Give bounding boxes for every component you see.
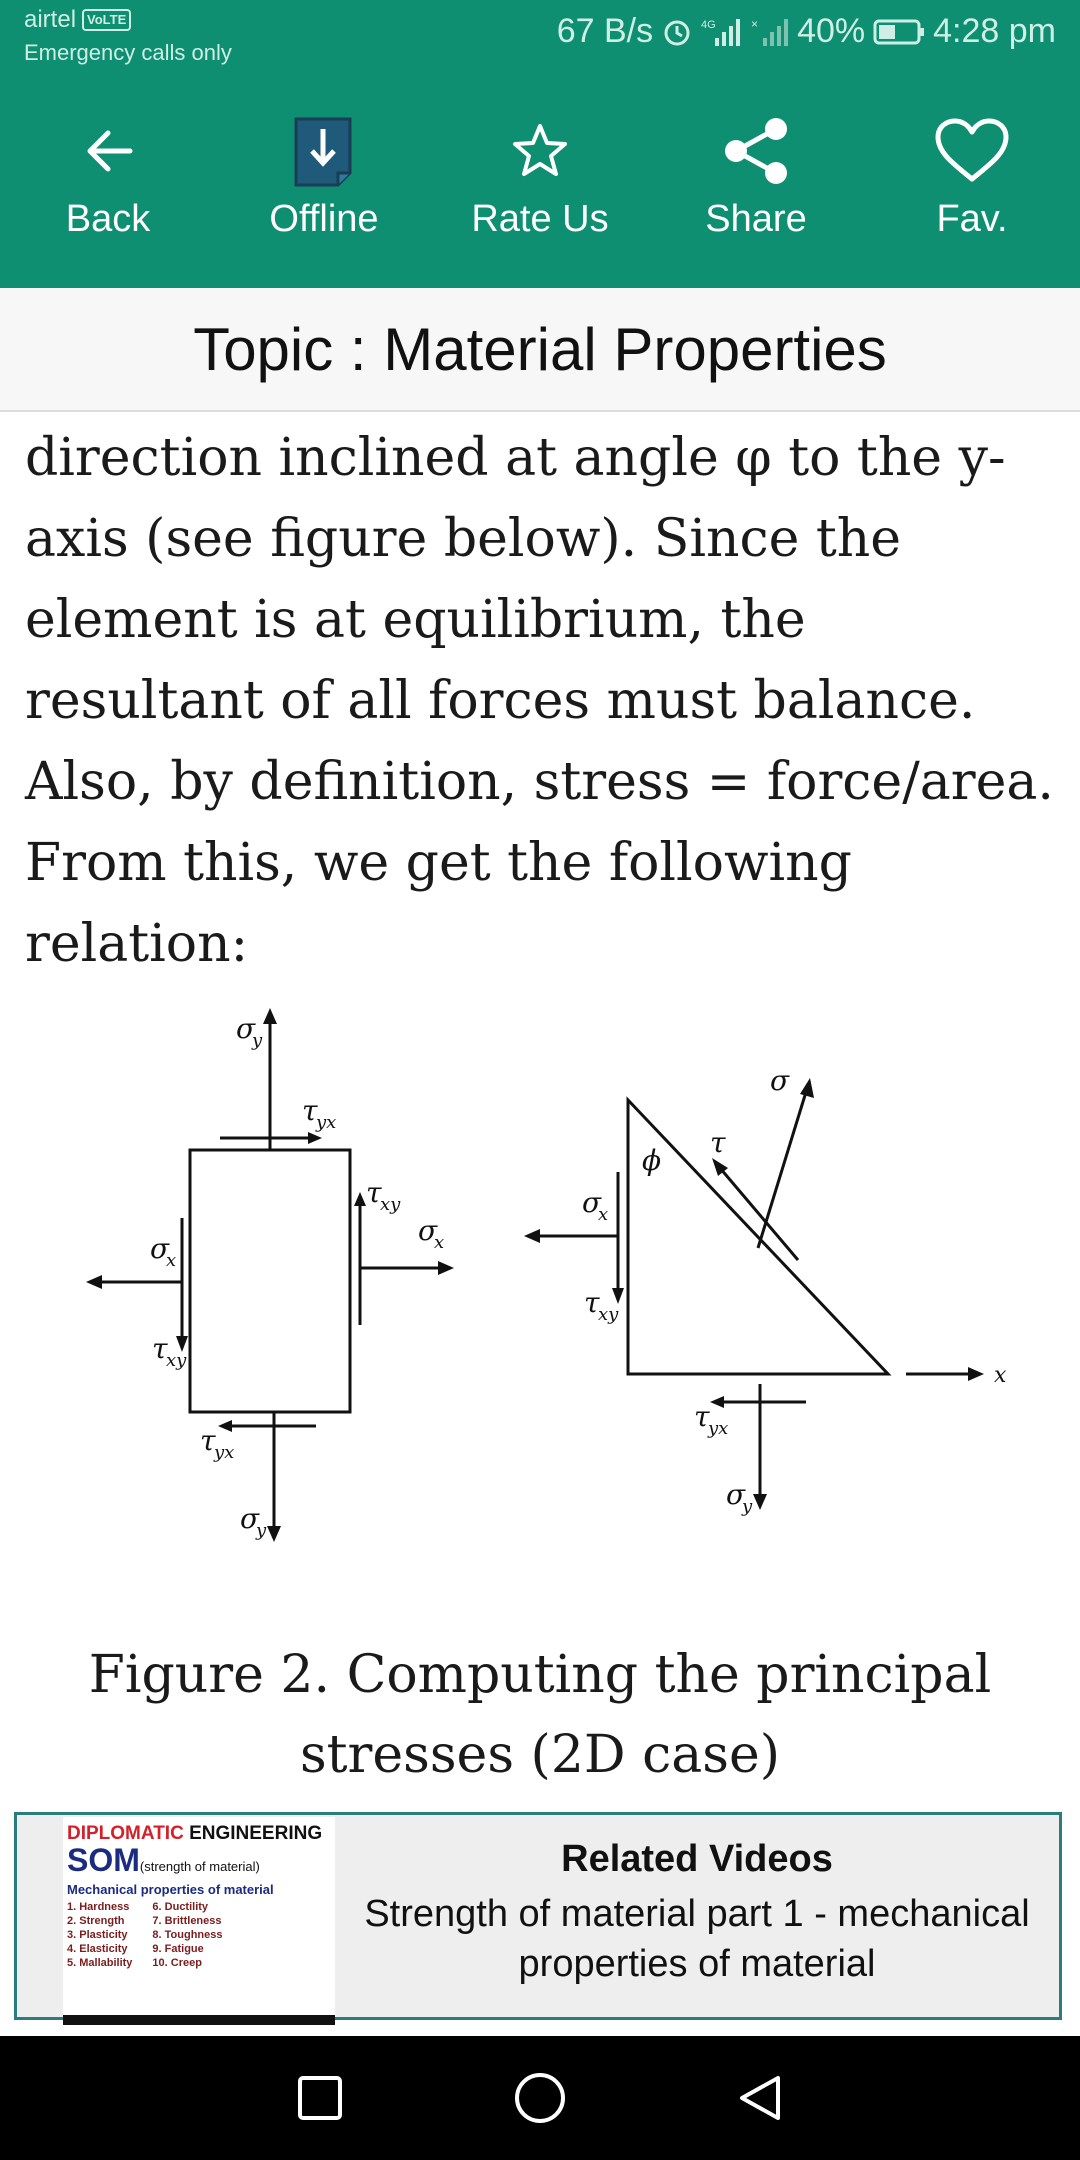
sigma-y-top-symbol: σ — [236, 1012, 256, 1045]
carrier-info — [24, 6, 131, 34]
body-paragraph: direction inclined at angle φ to the y-axis (see figure below). Since the element is at equilibrium, the resultant of all forces must balance. Also, by definition, stress = force/area. From this, we get the following relation: — [25, 428, 1054, 974]
topic-header — [0, 288, 1080, 412]
stress-element-triangle — [628, 1100, 888, 1374]
sigma-y-bottom-symbol: σ — [240, 1502, 260, 1535]
back-label: Back — [65, 198, 151, 240]
sigma-x-right-sub: x — [434, 1232, 445, 1253]
tau-yx-tri-symbol: τ — [694, 1400, 710, 1433]
tau-xy-left-sub: xy — [166, 1350, 187, 1371]
sigma-y-tri-sub: y — [742, 1496, 753, 1517]
thumb-list-item: 3. Plasticity — [67, 1929, 128, 1941]
triangle-back-icon — [734, 2072, 786, 2124]
carrier-name: airtel — [24, 6, 77, 33]
sigma-x-tri-sub: x — [598, 1204, 609, 1225]
status-bar — [0, 0, 1080, 72]
square-icon — [296, 2074, 344, 2122]
thumb-som: SOM — [67, 1842, 140, 1878]
share-label: Share — [705, 198, 807, 240]
related-description[interactable]: Strength of material part 1 - mechanical properties of material — [364, 1892, 1030, 1985]
recents-button[interactable] — [285, 2063, 355, 2133]
action-toolbar — [0, 72, 1080, 288]
tau-yx-top-sub: yx — [316, 1112, 337, 1133]
sigma-normal-symbol: σ — [770, 1064, 790, 1097]
thumb-list-left — [67, 1900, 132, 1970]
thumb-list-item: 9. Fatigue — [152, 1943, 204, 1955]
tau-yx-bottom-sub: yx — [214, 1442, 235, 1463]
sigma-x-left-sub: x — [166, 1250, 177, 1271]
tau-xy-right-symbol: τ — [366, 1176, 382, 1209]
sigma-x-left-symbol: σ — [150, 1232, 170, 1265]
tau-yx-tri-sub: yx — [708, 1418, 729, 1439]
thumb-list-item: 6. Ductility — [152, 1901, 209, 1913]
circle-icon — [512, 2070, 568, 2126]
sigma-y-tri-symbol: σ — [726, 1478, 746, 1511]
home-button[interactable] — [505, 2063, 575, 2133]
star-icon — [510, 116, 570, 186]
heart-icon — [934, 116, 1010, 186]
sigma-y-bottom-sub: y — [256, 1520, 267, 1541]
status-right — [557, 12, 1056, 51]
tau-xy-tri-symbol: τ — [584, 1286, 600, 1319]
signal-weak-icon — [751, 16, 789, 48]
thumb-list-item: 7. Brittleness — [152, 1915, 222, 1927]
system-nav-bar — [0, 2036, 1080, 2160]
download-doc-icon — [292, 116, 356, 186]
topic-title: Topic : Material Properties — [193, 315, 887, 383]
back-arrow-icon — [80, 116, 136, 186]
rate-us-button[interactable] — [432, 72, 648, 288]
favorite-button[interactable] — [864, 72, 1080, 288]
tau-xy-right-sub: xy — [380, 1194, 401, 1215]
rate-us-label: Rate Us — [471, 198, 609, 240]
sigma-y-top-sub: y — [252, 1030, 263, 1051]
back-nav-button[interactable] — [725, 2063, 795, 2133]
tau-hypotenuse-symbol: τ — [710, 1126, 726, 1159]
thumb-subtitle: Mechanical properties of material — [67, 1882, 274, 1897]
thumb-brand-a: DIPLOMATIC — [67, 1823, 184, 1844]
thumb-list-item: 1. Hardness — [67, 1901, 130, 1913]
thumb-list-item: 4. Elasticity — [67, 1943, 128, 1955]
sigma-x-right-symbol: σ — [418, 1214, 438, 1247]
clock-time: 4:28 pm — [933, 12, 1056, 50]
volte-badge: VoLTE — [82, 9, 131, 31]
phi-symbol: ϕ — [642, 1144, 662, 1177]
stress-element-square — [190, 1150, 350, 1412]
thumb-som-sub: (strength of material) — [139, 1859, 260, 1874]
alarm-icon — [661, 16, 693, 48]
related-text — [335, 1815, 1059, 2017]
figure-caption: Figure 2. Computing the principal stresses (2D case) — [88, 1645, 992, 1785]
share-button[interactable] — [648, 72, 864, 288]
share-icon — [720, 116, 792, 186]
battery-percent: 40% — [797, 12, 866, 50]
emergency-text: Emergency calls only — [24, 40, 232, 65]
thumb-list-item: 10. Creep — [152, 1957, 202, 1969]
svg-text:×: × — [751, 16, 759, 31]
thumb-list-item: 2. Strength — [67, 1915, 125, 1927]
thumb-list-item: 5. Mallability — [67, 1957, 133, 1969]
battery-icon — [873, 18, 925, 46]
offline-button[interactable] — [216, 72, 432, 288]
fav-label: Fav. — [936, 198, 1008, 240]
x-axis-label: x — [994, 1363, 1007, 1388]
sigma-x-tri-symbol: σ — [582, 1186, 602, 1219]
thumb-som-line — [67, 1842, 331, 1882]
thumb-list-item: 8. Toughness — [152, 1929, 223, 1941]
tau-xy-left-symbol: τ — [152, 1332, 168, 1365]
signal-4g-icon — [701, 16, 743, 48]
related-title: Related Videos — [561, 1837, 833, 1880]
thumb-property-list — [67, 1900, 331, 1970]
related-videos-card[interactable] — [14, 1812, 1062, 2020]
stress-figure — [70, 990, 1020, 1570]
back-button[interactable] — [0, 72, 216, 288]
video-thumbnail[interactable] — [63, 1817, 335, 2025]
svg-text:4G: 4G — [701, 18, 716, 31]
offline-label: Offline — [269, 198, 379, 240]
tau-yx-bottom-symbol: τ — [200, 1424, 216, 1457]
tau-xy-tri-sub: xy — [598, 1304, 619, 1325]
tau-yx-top-symbol: τ — [302, 1094, 318, 1127]
thumb-list-right — [152, 1900, 222, 1970]
network-speed: 67 B/s — [556, 12, 654, 50]
thumb-brand-b: ENGINEERING — [183, 1823, 323, 1844]
